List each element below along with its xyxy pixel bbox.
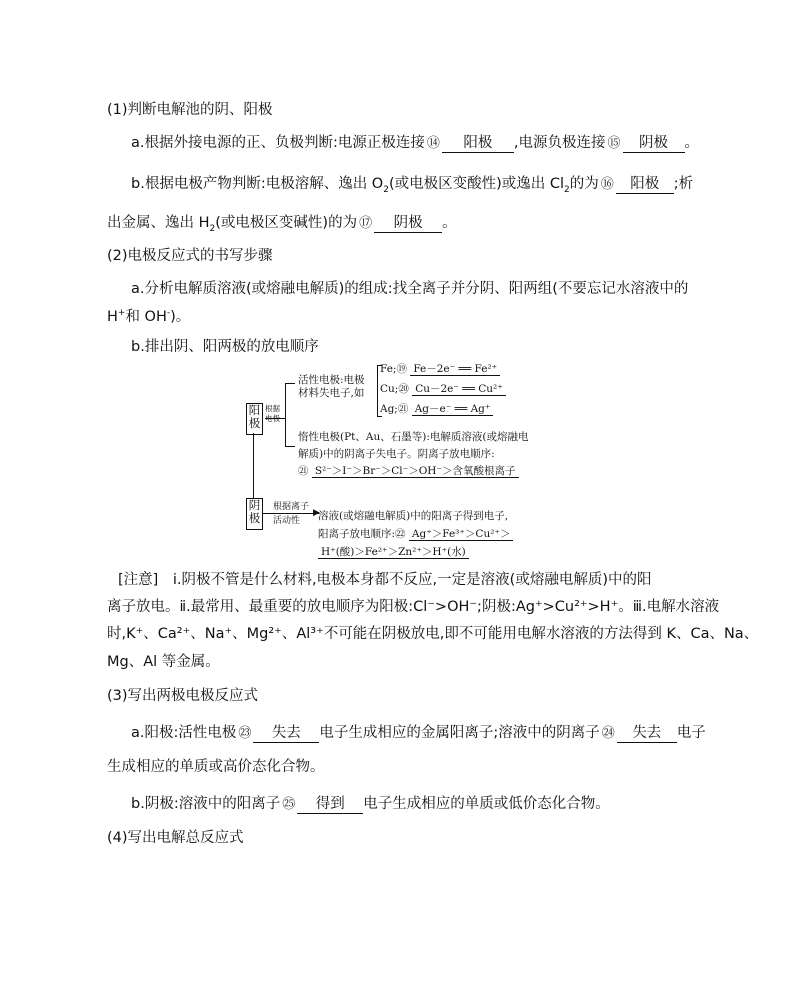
cu-row: Cu;⑳ Cu－2e⁻ ══ Cu²⁺ <box>380 383 506 396</box>
para-1b-text: (或电极区变酸性)或逸出 Cl <box>388 176 565 192</box>
connector-line <box>265 418 285 419</box>
number-marker: ⑮ <box>607 136 621 151</box>
para-2a-text: )。 <box>170 309 191 325</box>
note-line2: 离子放电。ⅱ.最常用、最重要的放电顺序为阳极:Cl⁻>OH⁻;阴极:Ag⁺>Cu²⁺>H⁺。ⅲ.电解水溶液 <box>107 599 720 615</box>
para-1b-text: 的为 <box>569 176 599 192</box>
bracket-line <box>377 365 378 417</box>
para-1b-line1 <box>131 174 693 195</box>
number-marker: ⑭ <box>426 136 440 151</box>
anode-basis-label: 根据 <box>265 404 280 413</box>
para-3b <box>131 794 610 815</box>
cathode-basis-label: 根据离子 活动性 <box>273 502 310 526</box>
superscript: - <box>166 308 171 319</box>
number-marker: ⑯ <box>600 177 614 192</box>
note-line4: Mg、Al 等金属。 <box>107 654 220 670</box>
para-2a-line1: a.分析电解质溶液(或熔融电解质)的组成:找全离子并分阴、阳两组(不要忘记水溶液中的 <box>131 281 689 297</box>
note-line3: 时,K⁺、Ca²⁺、Na⁺、Mg²⁺、Al³⁺不可能在阴极放电,即不可能用电解水溶液的方法得到 K、Ca、Na、 <box>107 626 759 642</box>
cation-text: 溶液(或熔融电解质)中的阳离子得到电子, 阳离子放电顺序:㉒ Ag⁺＞Fe³⁺＞Cu²⁺＞ H⁺(酸)＞Fe²⁺＞Zn²⁺＞H⁺(水) <box>318 507 513 561</box>
para-2a-line2 <box>107 307 190 327</box>
subscript: 2 <box>564 184 570 195</box>
bracket-line <box>377 416 382 417</box>
bracket-line <box>285 446 295 447</box>
para-3a-text: 电子生成相应的金属阳离子;溶液中的阴离子 <box>319 725 600 741</box>
para-1b-text: (或电极区变碱性)的为 <box>215 215 358 231</box>
answer-blank: 阴极 <box>374 214 442 233</box>
active-electrode-label: 活性电极:电极 材料失电子,如 <box>298 374 365 399</box>
note-line1: [注意] ⅰ.阴极不管是什么材料,电极本身都不反应,一定是溶液(或熔融电解质)中的阳 <box>118 572 652 588</box>
answer-blank: 失去 <box>253 724 319 743</box>
para-1a <box>131 133 699 154</box>
fe-row: Fe;⑲ Fe－2e⁻ ══ Fe²⁺ <box>380 363 500 376</box>
para-1b-text: ;析 <box>673 176 694 192</box>
inert-electrode-text: 惰性电极(Pt、Au、石墨等):电解质溶液(或熔融电 解质)中的阴离子失电子。阴离子放电顺序: ㉑ S²⁻＞I⁻＞Br⁻＞Cl⁻＞OH⁻＞含氧酸根离子 <box>298 431 529 477</box>
ag-row: Ag;㉑ Ag－e⁻ ══ Ag⁺ <box>380 403 493 416</box>
section-4-heading: (4)写出电解总反应式 <box>107 830 244 846</box>
ag-equation: Ag－e⁻ ══ Ag⁺ <box>412 403 494 416</box>
para-3a-line2: 生成相应的单质或高价态化合物。 <box>107 759 325 775</box>
answer-blank: 失去 <box>617 724 677 743</box>
para-3b-text: 电子生成相应的单质或低价态化合物。 <box>363 796 610 812</box>
section-3-heading: (3)写出两极电极反应式 <box>107 688 259 704</box>
answer-blank: 得到 <box>297 795 363 814</box>
answer-blank: 阴极 <box>623 134 685 153</box>
cathode-box: 阴 极 <box>246 498 263 530</box>
arrow-line <box>263 513 319 514</box>
para-1a-text: a.根据外接电源的正、负极判断:电源正极连接 <box>131 135 425 151</box>
para-3a-line1 <box>131 723 706 744</box>
cation-order-cont: H⁺(酸)＞Fe²⁺＞Zn²⁺＞H⁺(水) <box>318 546 469 559</box>
bracket-line <box>285 383 295 384</box>
para-1b-text: b.根据电极产物判断:电极溶解、逸出 O <box>131 176 384 192</box>
para-1a-text: 。 <box>684 135 700 151</box>
answer-blank: 阳极 <box>616 175 674 194</box>
para-3a-text: a.阳极:活性电极 <box>131 725 237 741</box>
arrow-head: ▶ <box>313 508 320 518</box>
para-3a-text: 电子 <box>676 725 706 741</box>
section-1-heading: (1)判断电解池的阴、阳极 <box>107 102 273 118</box>
bracket-line <box>285 383 286 447</box>
para-3b-text: b.阴极:溶液中的阳离子 <box>131 796 281 812</box>
subscript: 2 <box>383 184 389 195</box>
answer-blank: 阳极 <box>442 134 514 153</box>
para-1b-text: 。 <box>442 215 457 231</box>
cu-equation: Cu－2e⁻ ══ Cu²⁺ <box>412 383 506 396</box>
number-marker: ㉕ <box>282 797 296 812</box>
number-marker: ⑰ <box>359 216 373 231</box>
cation-order: Ag⁺＞Fe³⁺＞Cu²⁺＞ <box>409 528 514 541</box>
para-2a-text: 和 OH <box>125 309 167 325</box>
anion-order: S²⁻＞I⁻＞Br⁻＞Cl⁻＞OH⁻＞含氧酸根离子 <box>312 465 519 478</box>
number-marker: ㉔ <box>601 726 615 741</box>
para-1b-text: 出金属、逸出 H <box>107 215 210 231</box>
para-2a-text: H <box>107 309 118 325</box>
section-2-heading: (2)电极反应式的书写步骤 <box>107 248 273 264</box>
para-2b: b.排出阴、阳两极的放电顺序 <box>131 339 319 355</box>
number-marker: ㉓ <box>238 726 252 741</box>
subscript: 2 <box>209 223 216 234</box>
fe-equation: Fe－2e⁻ ══ Fe²⁺ <box>410 363 500 376</box>
para-1b-line2 <box>107 213 457 234</box>
anode-box: 阳 极 <box>246 403 263 435</box>
discharge-order-diagram <box>243 357 563 563</box>
para-1a-text: ,电源负极连接 <box>513 135 606 151</box>
superscript: + <box>117 308 126 319</box>
connector-line <box>253 433 254 498</box>
